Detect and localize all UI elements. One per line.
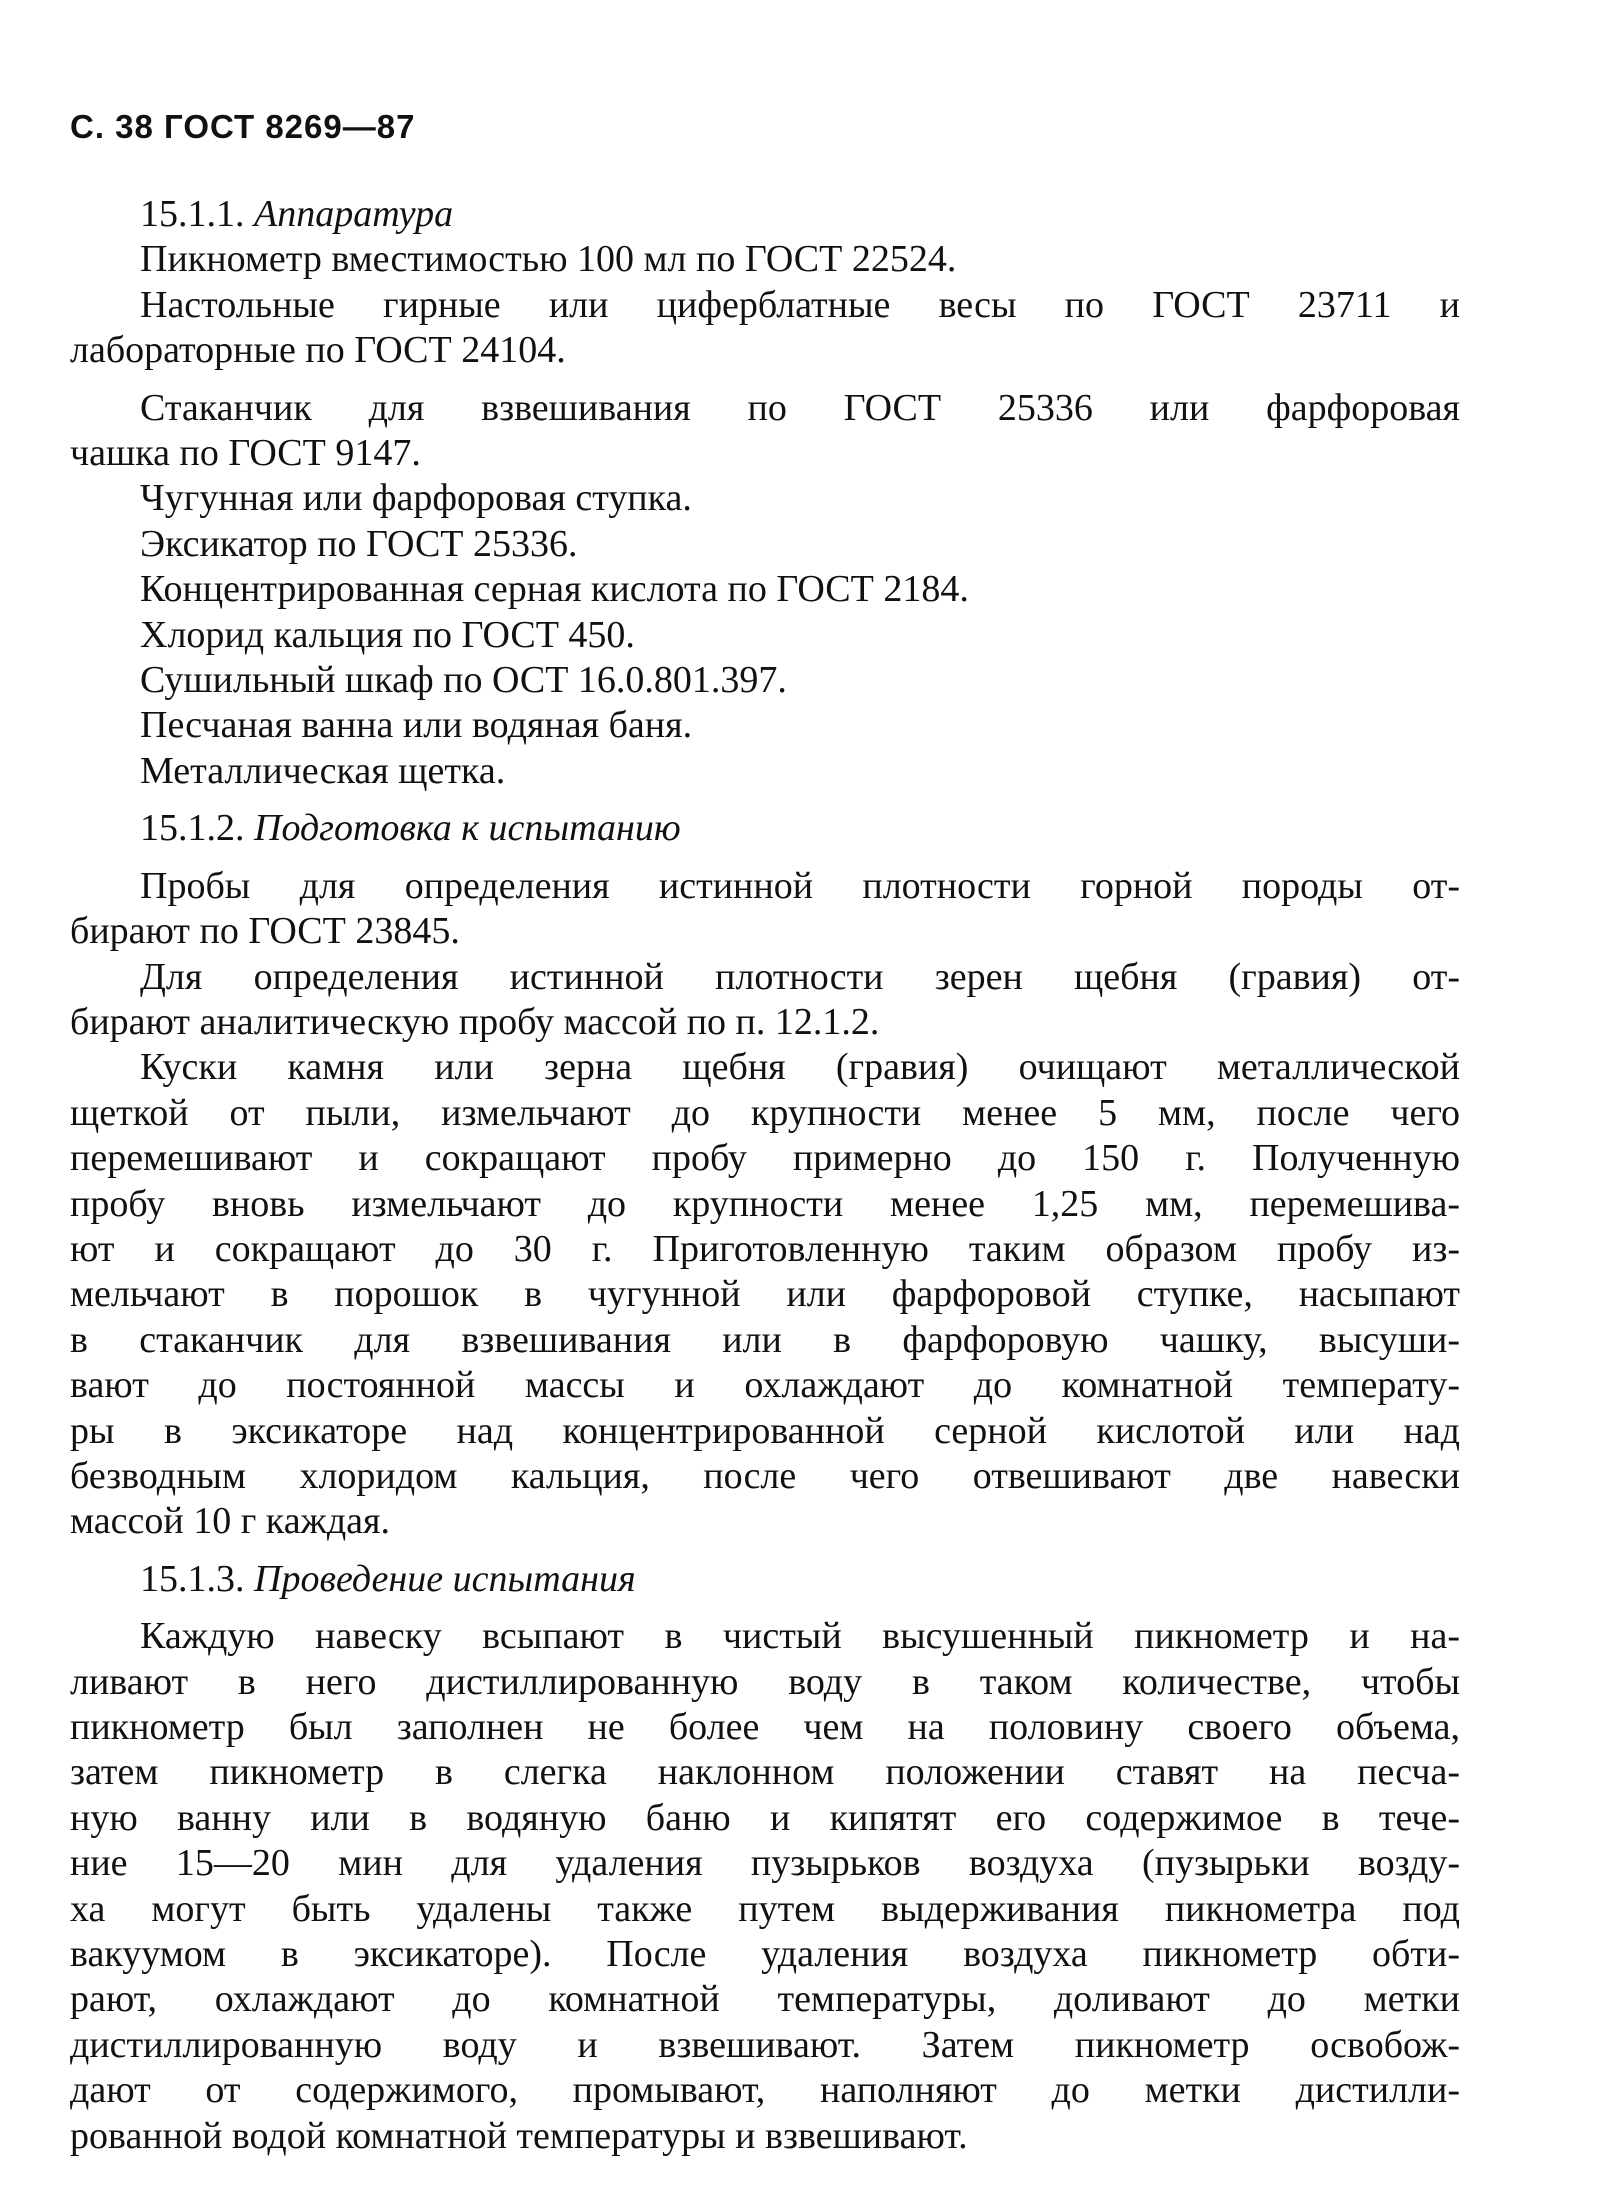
text-line: вают до постоянной массы и охлаждают до комнатной температу- (70, 1364, 1460, 1407)
section-number: 15.1.1. (140, 193, 245, 235)
text-line: Для определения истинной плотности зерен щебня (гравия) от- (140, 955, 1460, 998)
section-title: Проведение испытания (254, 1557, 636, 1600)
text-line: массой 10 г каждая. (70, 1500, 390, 1543)
section-number: 15.1.2. (140, 807, 245, 850)
text-line: бирают аналитическую пробу массой по п. 12.1.2. (70, 1000, 880, 1043)
text-line: ют и сокращают до 30 г. Приготовленную таким образом пробу из- (70, 1227, 1460, 1270)
section-title: Аппаратура (254, 193, 454, 235)
text-line: в стаканчик для взвешивания или в фарфоровую чашку, высуши- (70, 1318, 1460, 1361)
text-line: бирают по ГОСТ 23845. (70, 910, 460, 953)
text-line: безводным хлоридом кальция, после чего отвешивают две навески (70, 1454, 1460, 1497)
text-line: ную ванну или в водяную баню и кипятят его содержимое в тече- (70, 1796, 1460, 1839)
text-line: ры в эксикаторе над концентрированной серной кислотой или над (70, 1409, 1460, 1452)
text-line: Пробы для определения истинной плотности горной породы от- (140, 864, 1460, 907)
text-line: дают от содержимого, промывают, наполняют до метки дистилли- (70, 2069, 1460, 2112)
text-line: пикнометр был заполнен не более чем на половину своего объема, (70, 1706, 1460, 1748)
text-line: Песчаная ванна или водяная баня. (140, 704, 693, 747)
text-line: Чугунная или фарфоровая ступка. (140, 477, 692, 520)
section-heading-15-1-2 (70, 806, 1460, 851)
text-line: Эксикатор по ГОСТ 25336. (140, 522, 578, 565)
text-line: мельчают в порошок в чугунной или фарфоровой ступке, насыпают (70, 1273, 1460, 1316)
text-line: перемешивают и сокращают пробу примерно до 150 г. Полученную (70, 1137, 1460, 1180)
text-line: рованной водой комнатной температуры и взвешивают. (70, 2114, 968, 2157)
section-number: 15.1.3. (140, 1557, 245, 1600)
text-line: вакуумом в эксикаторе). После удаления воздуха пикнометр обти- (70, 1933, 1460, 1976)
text-line: Хлорид кальция по ГОСТ 450. (140, 613, 635, 656)
section-title: Подготовка к испытанию (254, 807, 681, 850)
text-line: Пикнометр вместимостью 100 мл по ГОСТ 22524. (140, 238, 957, 281)
section-heading-15-1-3 (70, 1557, 1460, 1602)
text-line: Каждую навеску всыпают в чистый высушенный пикнометр и на- (140, 1615, 1460, 1658)
section-heading-15-1-1 (70, 192, 1460, 237)
text-line: ха могут быть удалены также путем выдерживания пикнометра под (70, 1887, 1460, 1930)
text-line: Стаканчик для взвешивания по ГОСТ 25336 или фарфоровая (140, 386, 1460, 429)
document-page (70, 0, 1460, 2211)
text-line: дистиллированную воду и взвешивают. Затем пикнометр освобож- (70, 2023, 1460, 2066)
text-line: чашка по ГОСТ 9147. (70, 432, 421, 475)
text-line: пробу вновь измельчают до крупности менее 1,25 мм, перемешива- (70, 1182, 1460, 1225)
text-line: Металлическая щетка. (140, 749, 506, 792)
text-line: щеткой от пыли, измельчают до крупности менее 5 мм, после чего (70, 1091, 1460, 1134)
text-line: Настольные гирные или циферблатные весы по ГОСТ 23711 и (140, 283, 1460, 326)
text-line: лабораторные по ГОСТ 24104. (70, 329, 566, 372)
text-line: ливают в него дистиллированную воду в таком количестве, чтобы (70, 1660, 1460, 1703)
text-line: ние 15—20 мин для удаления пузырьков воздуха (пузырьки возду- (70, 1842, 1460, 1885)
text-line: Куски камня или зерна щебня (гравия) очищают металлической (140, 1046, 1460, 1089)
page-header: С. 38 ГОСТ 8269—87 (70, 108, 416, 145)
text-line: затем пикнометр в слегка наклонном положении ставят на песча- (70, 1751, 1460, 1794)
document-body (70, 192, 1460, 2159)
text-line: рают, охлаждают до комнатной температуры, доливают до метки (70, 1978, 1460, 2021)
text-line: Концентрированная серная кислота по ГОСТ 2184. (140, 568, 969, 611)
text-line: Сушильный шкаф по ОСТ 16.0.801.397. (140, 659, 787, 702)
